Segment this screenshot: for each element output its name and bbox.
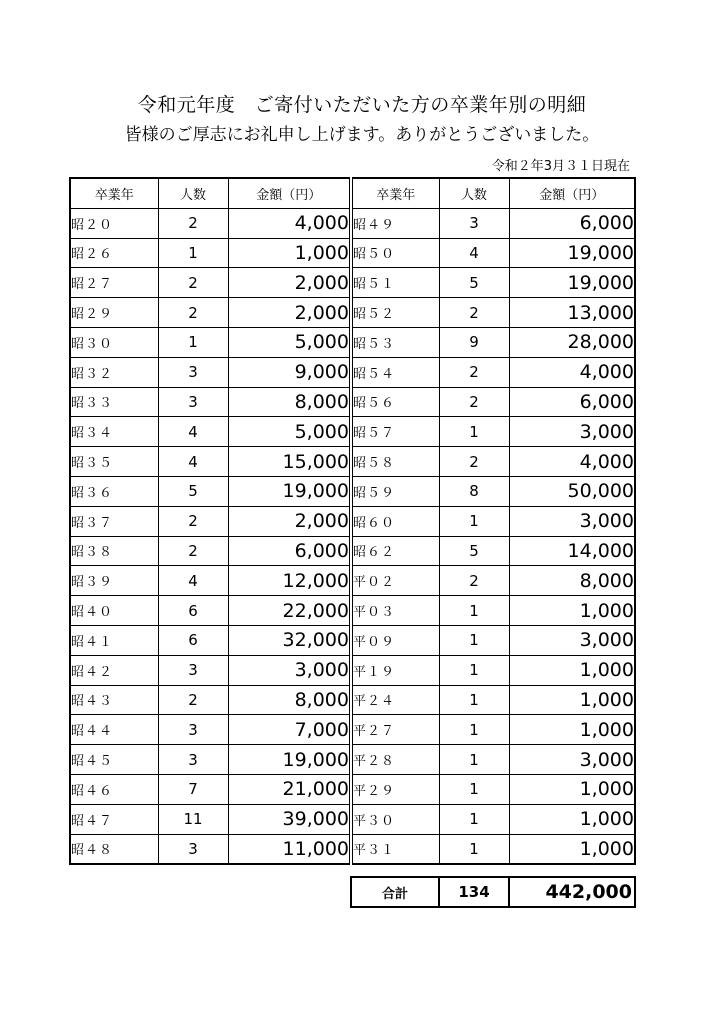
cell-people-left: 4	[158, 417, 228, 447]
cell-amount-right: 28,000	[509, 327, 635, 357]
cell-year-left: 昭３０	[70, 327, 158, 357]
cell-year-left: 昭３９	[70, 566, 158, 596]
cell-year-right: 昭５８	[351, 447, 439, 477]
cell-amount-left: 15,000	[228, 447, 351, 477]
header-people-right: 人数	[439, 178, 509, 208]
cell-year-right: 平１９	[351, 655, 439, 685]
cell-year-left: 昭３６	[70, 476, 158, 506]
cell-year-left: 昭４６	[70, 774, 158, 804]
cell-people-right: 2	[439, 298, 509, 328]
cell-year-right: 昭５０	[351, 238, 439, 268]
header-amount-right: 金額（円）	[509, 178, 635, 208]
cell-amount-right: 6,000	[509, 208, 635, 238]
cell-year-right: 昭５１	[351, 268, 439, 298]
cell-people-left: 5	[158, 476, 228, 506]
cell-people-right: 1	[439, 804, 509, 834]
page-title: 令和元年度 ご寄付いただいた方の卒業年別の明細	[137, 94, 587, 116]
cell-year-left: 昭４０	[70, 596, 158, 626]
cell-amount-left: 12,000	[228, 566, 351, 596]
table-row	[70, 298, 635, 328]
total-amount: 442,000	[509, 877, 635, 907]
cell-year-left: 昭３２	[70, 357, 158, 387]
cell-people-left: 4	[158, 447, 228, 477]
cell-year-right: 昭６２	[351, 536, 439, 566]
cell-amount-right: 4,000	[509, 357, 635, 387]
cell-people-left: 2	[158, 506, 228, 536]
table-row	[70, 208, 635, 238]
cell-amount-left: 11,000	[228, 834, 351, 864]
cell-amount-right: 1,000	[509, 804, 635, 834]
cell-year-right: 平２４	[351, 685, 439, 715]
cell-people-right: 1	[439, 506, 509, 536]
cell-amount-right: 14,000	[509, 536, 635, 566]
cell-amount-left: 4,000	[228, 208, 351, 238]
cell-amount-left: 8,000	[228, 685, 351, 715]
cell-people-left: 3	[158, 715, 228, 745]
cell-people-left: 11	[158, 804, 228, 834]
cell-people-right: 2	[439, 566, 509, 596]
cell-amount-right: 4,000	[509, 447, 635, 477]
table-row	[70, 625, 635, 655]
cell-amount-right: 19,000	[509, 238, 635, 268]
cell-people-left: 1	[158, 327, 228, 357]
cell-year-left: 昭２６	[70, 238, 158, 268]
total-row	[351, 877, 635, 907]
table-row	[70, 745, 635, 775]
table-row	[70, 357, 635, 387]
cell-amount-left: 2,000	[228, 506, 351, 536]
cell-people-left: 3	[158, 387, 228, 417]
cell-amount-left: 39,000	[228, 804, 351, 834]
cell-amount-left: 6,000	[228, 536, 351, 566]
cell-amount-left: 19,000	[228, 476, 351, 506]
cell-amount-right: 3,000	[509, 417, 635, 447]
cell-people-right: 1	[439, 655, 509, 685]
cell-amount-left: 2,000	[228, 268, 351, 298]
cell-amount-left: 7,000	[228, 715, 351, 745]
cell-year-left: 昭３８	[70, 536, 158, 566]
cell-year-right: 昭６０	[351, 506, 439, 536]
donation-table	[69, 177, 636, 865]
table-row	[70, 596, 635, 626]
cell-amount-right: 1,000	[509, 715, 635, 745]
cell-people-right: 1	[439, 745, 509, 775]
table-row	[70, 804, 635, 834]
cell-people-right: 1	[439, 774, 509, 804]
cell-people-right: 1	[439, 596, 509, 626]
cell-year-left: 昭４１	[70, 625, 158, 655]
table-row	[70, 536, 635, 566]
table-row	[70, 417, 635, 447]
cell-people-left: 3	[158, 357, 228, 387]
total-table	[350, 876, 636, 908]
cell-people-left: 4	[158, 566, 228, 596]
cell-year-left: 昭２０	[70, 208, 158, 238]
cell-year-right: 昭５６	[351, 387, 439, 417]
table-row	[70, 715, 635, 745]
cell-people-left: 6	[158, 596, 228, 626]
table-row	[70, 506, 635, 536]
cell-year-right: 昭５９	[351, 476, 439, 506]
cell-people-left: 2	[158, 685, 228, 715]
cell-amount-left: 9,000	[228, 357, 351, 387]
table-row	[70, 774, 635, 804]
cell-people-left: 2	[158, 268, 228, 298]
cell-people-left: 2	[158, 298, 228, 328]
cell-year-right: 昭５７	[351, 417, 439, 447]
cell-people-right: 1	[439, 715, 509, 745]
cell-year-left: 昭４８	[70, 834, 158, 864]
cell-people-left: 2	[158, 536, 228, 566]
cell-people-right: 5	[439, 536, 509, 566]
cell-year-left: 昭４２	[70, 655, 158, 685]
table-row	[70, 685, 635, 715]
table-header-row	[70, 178, 635, 208]
cell-year-right: 昭５４	[351, 357, 439, 387]
cell-people-right: 2	[439, 387, 509, 417]
cell-people-left: 3	[158, 655, 228, 685]
cell-amount-left: 2,000	[228, 298, 351, 328]
cell-year-right: 平０３	[351, 596, 439, 626]
cell-amount-right: 50,000	[509, 476, 635, 506]
cell-year-right: 昭５２	[351, 298, 439, 328]
cell-amount-left: 1,000	[228, 238, 351, 268]
cell-people-left: 3	[158, 834, 228, 864]
cell-amount-left: 22,000	[228, 596, 351, 626]
cell-year-left: 昭３７	[70, 506, 158, 536]
cell-year-left: 昭２７	[70, 268, 158, 298]
cell-people-right: 2	[439, 357, 509, 387]
cell-amount-right: 1,000	[509, 774, 635, 804]
header-amount-left: 金額（円）	[228, 178, 351, 208]
table-row	[70, 268, 635, 298]
cell-amount-left: 5,000	[228, 417, 351, 447]
cell-year-left: 昭４４	[70, 715, 158, 745]
cell-amount-left: 21,000	[228, 774, 351, 804]
cell-year-left: 昭３４	[70, 417, 158, 447]
header-year-left: 卒業年	[70, 178, 158, 208]
cell-year-right: 平２９	[351, 774, 439, 804]
as-of-date: 令和２年3月３１日現在	[491, 159, 630, 174]
table-row	[70, 447, 635, 477]
cell-people-left: 6	[158, 625, 228, 655]
cell-amount-left: 8,000	[228, 387, 351, 417]
cell-year-left: 昭２９	[70, 298, 158, 328]
table-row	[70, 655, 635, 685]
cell-year-left: 昭４３	[70, 685, 158, 715]
cell-year-left: 昭４７	[70, 804, 158, 834]
cell-year-right: 平３０	[351, 804, 439, 834]
cell-amount-right: 13,000	[509, 298, 635, 328]
cell-year-left: 昭４５	[70, 745, 158, 775]
cell-people-right: 3	[439, 208, 509, 238]
cell-amount-right: 1,000	[509, 655, 635, 685]
cell-people-right: 8	[439, 476, 509, 506]
cell-amount-right: 1,000	[509, 834, 635, 864]
page-subtitle: 皆様のご厚志にお礼申し上げます。ありがとうございました。	[124, 125, 600, 145]
table-row	[70, 476, 635, 506]
cell-amount-right: 3,000	[509, 506, 635, 536]
cell-people-right: 9	[439, 327, 509, 357]
cell-amount-right: 1,000	[509, 596, 635, 626]
cell-year-right: 平２７	[351, 715, 439, 745]
cell-people-right: 1	[439, 685, 509, 715]
cell-amount-left: 5,000	[228, 327, 351, 357]
cell-year-right: 平０９	[351, 625, 439, 655]
cell-people-left: 3	[158, 745, 228, 775]
cell-people-right: 4	[439, 238, 509, 268]
header-year-right: 卒業年	[351, 178, 439, 208]
cell-people-right: 1	[439, 417, 509, 447]
cell-people-left: 2	[158, 208, 228, 238]
cell-amount-left: 32,000	[228, 625, 351, 655]
cell-people-right: 1	[439, 625, 509, 655]
cell-year-right: 平２８	[351, 745, 439, 775]
cell-year-right: 平３１	[351, 834, 439, 864]
total-label: 合計	[351, 877, 439, 907]
cell-amount-right: 19,000	[509, 268, 635, 298]
cell-year-left: 昭３５	[70, 447, 158, 477]
cell-people-right: 1	[439, 834, 509, 864]
cell-people-left: 1	[158, 238, 228, 268]
cell-people-left: 7	[158, 774, 228, 804]
table-row	[70, 834, 635, 864]
table-row	[70, 387, 635, 417]
cell-amount-left: 19,000	[228, 745, 351, 775]
cell-people-right: 2	[439, 447, 509, 477]
table-body	[70, 208, 635, 864]
cell-people-right: 5	[439, 268, 509, 298]
cell-amount-right: 6,000	[509, 387, 635, 417]
table-row	[70, 566, 635, 596]
cell-amount-right: 3,000	[509, 625, 635, 655]
cell-amount-right: 1,000	[509, 685, 635, 715]
header-people-left: 人数	[158, 178, 228, 208]
cell-year-right: 平０２	[351, 566, 439, 596]
cell-year-right: 昭５３	[351, 327, 439, 357]
table-row	[70, 327, 635, 357]
table-row	[70, 238, 635, 268]
cell-year-right: 昭４９	[351, 208, 439, 238]
cell-amount-right: 3,000	[509, 745, 635, 775]
total-people: 134	[439, 877, 509, 907]
cell-amount-right: 8,000	[509, 566, 635, 596]
cell-year-left: 昭３３	[70, 387, 158, 417]
cell-amount-left: 3,000	[228, 655, 351, 685]
